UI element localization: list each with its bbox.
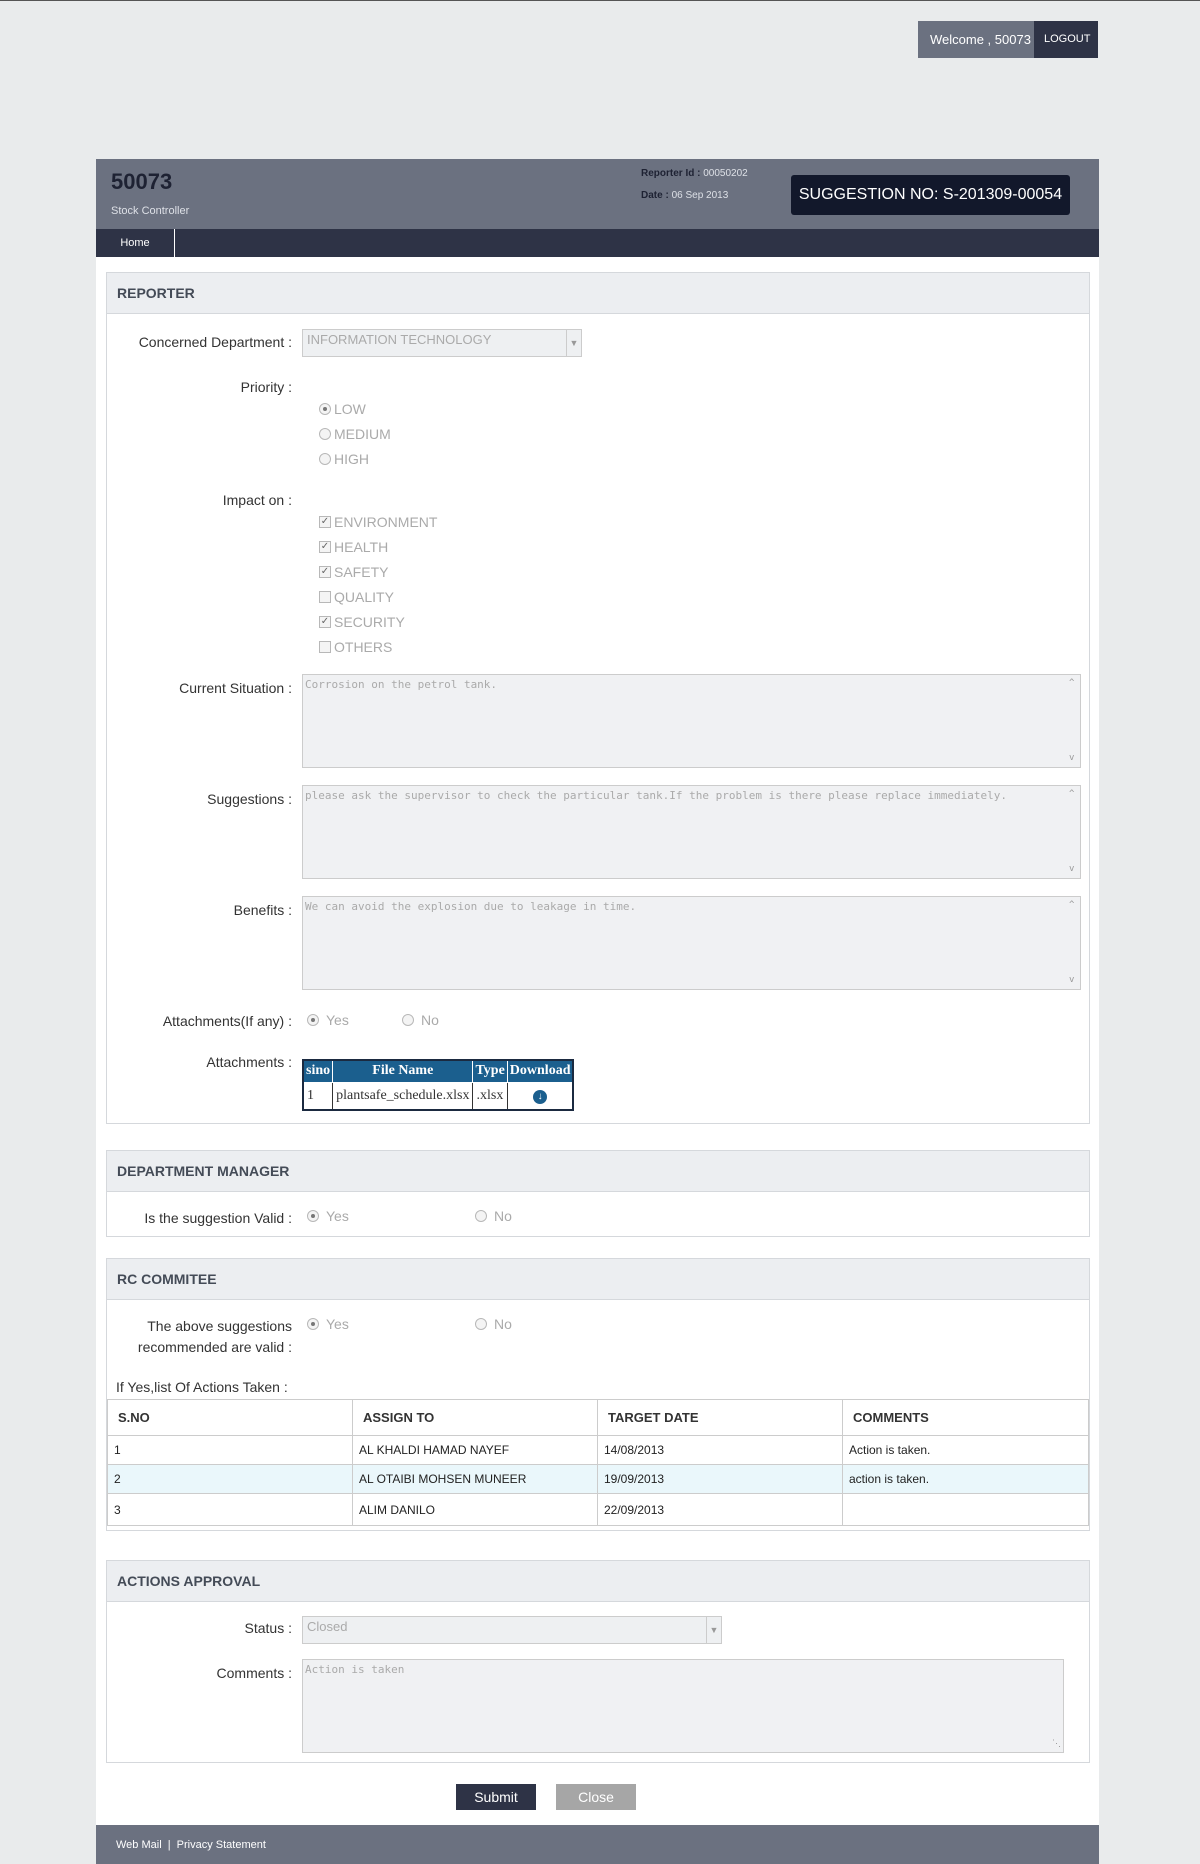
reporter-id (641, 168, 748, 179)
radio-checked-icon (319, 403, 331, 415)
priority-medium-label: MEDIUM (334, 426, 391, 442)
comments-label: Comments : (216, 1665, 292, 1681)
rc-valid-no-label: No (494, 1316, 512, 1332)
row-assign: AL OTAIBI MOHSEN MUNEER (353, 1465, 598, 1494)
department-select[interactable] (302, 329, 582, 357)
suggestions-label: Suggestions : (207, 791, 292, 807)
dept-manager-title: DEPARTMENT MANAGER (107, 1151, 1089, 1192)
actions-header-row (108, 1400, 1089, 1436)
row-assign: AL KHALDI HAMAD NAYEF (353, 1436, 598, 1465)
priority-label: Priority : (240, 379, 292, 395)
dm-valid-yes-label: Yes (326, 1208, 349, 1224)
chevron-down-icon: ▼ (706, 1617, 721, 1643)
impact-safety[interactable] (319, 564, 388, 580)
chevron-down-icon: v (1069, 975, 1075, 985)
checkbox-checked-icon: ✓ (320, 566, 330, 577)
impact-quality-label: QUALITY (334, 589, 394, 605)
impact-others[interactable] (319, 639, 392, 655)
user-bar (918, 21, 1098, 58)
impact-security-label: SECURITY (334, 614, 405, 630)
current-situation-textarea[interactable] (302, 674, 1081, 768)
table-row (303, 1082, 573, 1110)
attachments-header-row (303, 1060, 573, 1082)
close-button[interactable]: Close (556, 1784, 636, 1810)
rc-valid-label-2: recommended are valid : (137, 1339, 292, 1355)
checkbox-icon (319, 641, 331, 653)
chevron-down-icon: ▼ (566, 330, 581, 356)
resize-handle-icon[interactable]: ⋱ (1052, 1739, 1061, 1749)
row-comment: action is taken. (843, 1465, 1089, 1494)
current-situation-value: Corrosion on the petrol tank. (305, 678, 498, 691)
reporter-panel (106, 272, 1090, 1124)
benefits-textarea[interactable] (302, 896, 1081, 990)
current-situation-label: Current Situation : (179, 680, 292, 696)
employee-role: Stock Controller (111, 205, 190, 217)
footer (96, 1825, 1099, 1864)
reporter-id-label: Reporter Id : (641, 168, 701, 179)
comments-textarea[interactable] (302, 1659, 1064, 1753)
impact-environment-label: ENVIRONMENT (334, 514, 438, 530)
priority-low[interactable] (319, 401, 366, 417)
row-sno: 1 (108, 1436, 353, 1465)
priority-medium[interactable] (319, 426, 391, 442)
priority-low-label: LOW (334, 401, 366, 417)
actions-table (107, 1399, 1089, 1526)
checkbox-icon (319, 591, 331, 603)
row-sno: 3 (108, 1494, 353, 1526)
rc-valid-yes[interactable] (307, 1316, 349, 1332)
attachments-label: Attachments : (206, 1054, 292, 1070)
checkbox-checked-icon: ✓ (320, 616, 330, 627)
scrollbar[interactable] (1066, 786, 1080, 878)
report-date-value: 06 Sep 2013 (671, 190, 729, 201)
footer-separator: | (167, 1839, 171, 1851)
reporter-panel-title: REPORTER (107, 273, 1089, 314)
col-comments: COMMENTS (843, 1400, 1089, 1436)
suggestion-valid-label: Is the suggestion Valid : (144, 1210, 292, 1226)
webmail-link[interactable]: Web Mail (116, 1839, 162, 1851)
impact-others-label: OTHERS (334, 639, 393, 655)
impact-environment[interactable] (319, 514, 437, 530)
actions-list-label: If Yes,list Of Actions Taken : (116, 1379, 288, 1395)
attachments-no[interactable] (402, 1012, 439, 1028)
row-assign: ALIM DANILO (353, 1494, 598, 1526)
chevron-up-icon: ^ (1069, 900, 1075, 910)
nav-bar (96, 229, 1099, 257)
checkbox-checked-icon: ✓ (320, 516, 330, 527)
rc-committee-title: RC COMMITEE (107, 1259, 1089, 1300)
status-select-value: Closed (307, 1619, 348, 1634)
chevron-down-icon: v (1069, 864, 1075, 874)
suggestions-value: please ask the supervisor to check the particular tank.If the problem is there please replace immediately. (305, 789, 1007, 802)
actions-approval-panel (106, 1560, 1090, 1763)
radio-checked-icon (307, 1318, 319, 1330)
rc-valid-yes-label: Yes (326, 1316, 349, 1332)
nav-home[interactable]: Home (96, 229, 175, 257)
attachments-yes-label: Yes (326, 1012, 349, 1028)
reporter-id-value: 00050202 (703, 168, 748, 179)
table-row (108, 1494, 1089, 1526)
submit-button[interactable]: Submit (456, 1784, 536, 1810)
status-select[interactable] (302, 1616, 722, 1644)
impact-health-label: HEALTH (334, 539, 389, 555)
main-container (96, 159, 1099, 1864)
welcome-text: Welcome , 50073 (918, 21, 1034, 58)
checkbox-checked-icon: ✓ (320, 541, 330, 552)
table-row (108, 1465, 1089, 1494)
col-target-date: TARGET DATE (598, 1400, 843, 1436)
radio-icon (402, 1014, 414, 1026)
radio-icon (475, 1210, 487, 1222)
chevron-up-icon: ^ (1069, 678, 1075, 688)
impact-label: Impact on : (222, 492, 292, 508)
radio-icon (319, 428, 331, 440)
col-sno: S.NO (108, 1400, 353, 1436)
col-type: Type (473, 1060, 507, 1082)
rc-valid-label-1: The above suggestions (147, 1318, 292, 1334)
row-comment: Action is taken. (843, 1436, 1089, 1465)
rc-valid-no[interactable] (475, 1316, 512, 1332)
download-icon[interactable]: ↓ (533, 1090, 547, 1104)
actions-approval-title: ACTIONS APPROVAL (107, 1561, 1089, 1602)
impact-security[interactable] (319, 614, 405, 630)
priority-high[interactable] (319, 451, 369, 467)
radio-icon (319, 453, 331, 465)
report-date-label: Date : (641, 190, 669, 201)
priority-high-label: HIGH (334, 451, 369, 467)
impact-health[interactable] (319, 539, 388, 555)
attachments-any-label: Attachments(If any) : (162, 1013, 292, 1029)
dept-label: Concerned Department : (138, 334, 292, 350)
suggestion-number-badge: SUGGESTION NO: S-201309-00054 (791, 175, 1070, 215)
chevron-down-icon: v (1069, 753, 1075, 763)
impact-safety-label: SAFETY (334, 564, 389, 580)
impact-quality[interactable] (319, 589, 394, 605)
status-label: Status : (244, 1620, 292, 1636)
dm-valid-no[interactable] (475, 1208, 512, 1224)
attachments-table (302, 1059, 574, 1111)
table-row (108, 1436, 1089, 1465)
dept-manager-panel (106, 1150, 1090, 1237)
dm-valid-yes[interactable] (307, 1208, 349, 1224)
chevron-up-icon: ^ (1069, 789, 1075, 799)
privacy-link[interactable]: Privacy Statement (176, 1839, 266, 1851)
col-sino: sino (303, 1060, 333, 1082)
report-date (641, 190, 728, 201)
attachments-no-label: No (421, 1012, 439, 1028)
rc-committee-panel (106, 1258, 1090, 1531)
scrollbar[interactable] (1066, 675, 1080, 767)
col-file-name: File Name (333, 1060, 473, 1082)
col-download: Download (507, 1060, 573, 1082)
row-date: 14/08/2013 (598, 1436, 843, 1465)
radio-checked-icon (307, 1014, 319, 1026)
attach-file: plantsafe_schedule.xlsx (333, 1082, 473, 1110)
row-comment (843, 1494, 1089, 1526)
row-date: 22/09/2013 (598, 1494, 843, 1526)
attach-download-cell (507, 1082, 573, 1110)
row-sno: 2 (108, 1465, 353, 1494)
comments-value: Action is taken (305, 1663, 405, 1676)
row-date: 19/09/2013 (598, 1465, 843, 1494)
scrollbar[interactable] (1066, 897, 1080, 989)
attach-type: .xlsx (473, 1082, 507, 1110)
col-assign-to: ASSIGN TO (353, 1400, 598, 1436)
department-select-value: INFORMATION TECHNOLOGY (307, 332, 492, 347)
attachments-yes[interactable] (307, 1012, 349, 1028)
logout-button[interactable]: LOGOUT (1034, 21, 1098, 58)
radio-icon (475, 1318, 487, 1330)
suggestions-textarea[interactable] (302, 785, 1081, 879)
employee-id: 50073 (111, 169, 173, 194)
attach-sino: 1 (303, 1082, 333, 1110)
dm-valid-no-label: No (494, 1208, 512, 1224)
benefits-label: Benefits : (233, 902, 292, 918)
benefits-value: We can avoid the explosion due to leakage in time. (305, 900, 637, 913)
radio-checked-icon (307, 1210, 319, 1222)
page-header (96, 159, 1099, 229)
